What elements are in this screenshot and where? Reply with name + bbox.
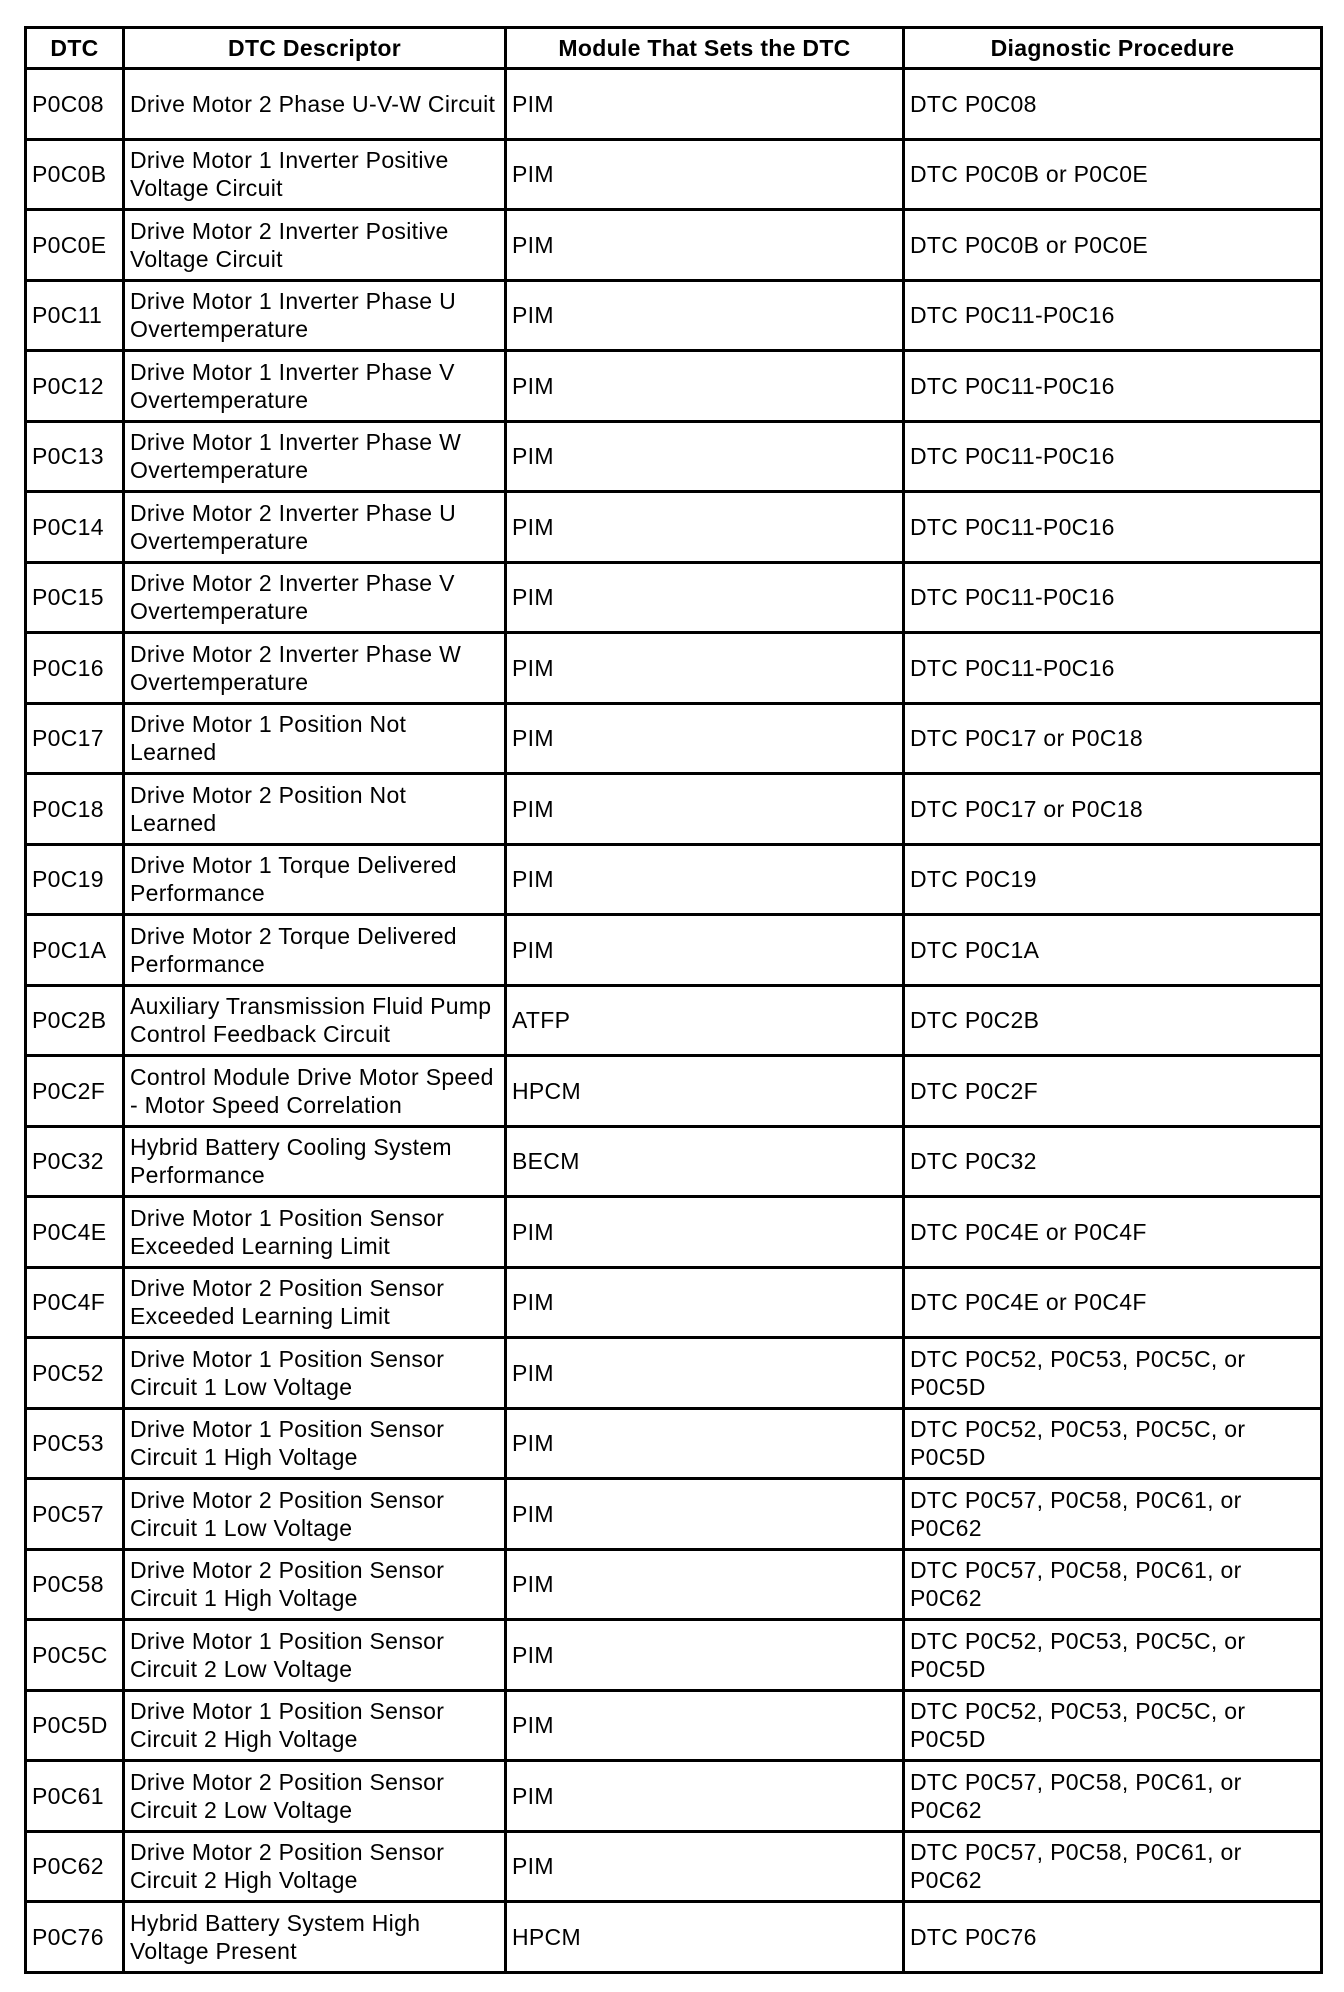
table-row — [26, 1338, 1322, 1409]
module-cell: PIM — [506, 69, 904, 140]
module-cell: PIM — [506, 280, 904, 351]
module-cell: PIM — [506, 844, 904, 915]
header-module: Module That Sets the DTC — [506, 28, 904, 69]
dtc-code-cell: P0C19 — [26, 844, 124, 915]
dtc-code-cell: P0C0B — [26, 139, 124, 210]
module-cell: PIM — [506, 1620, 904, 1691]
diagnostic-procedure-cell: DTC P0C17 or P0C18 — [904, 774, 1322, 845]
dtc-descriptor-cell: Drive Motor 2 Position Sensor Circuit 2 High Voltage — [124, 1831, 506, 1902]
module-cell: PIM — [506, 1549, 904, 1620]
module-cell: PIM — [506, 1690, 904, 1761]
table-row — [26, 1831, 1322, 1902]
diagnostic-procedure-cell: DTC P0C76 — [904, 1902, 1322, 1973]
dtc-code-cell: P0C58 — [26, 1549, 124, 1620]
module-cell: PIM — [506, 1408, 904, 1479]
diagnostic-procedure-cell: DTC P0C11-P0C16 — [904, 351, 1322, 422]
module-cell: PIM — [506, 633, 904, 704]
module-cell: PIM — [506, 1831, 904, 1902]
table-row — [26, 1197, 1322, 1268]
table-row — [26, 1479, 1322, 1550]
table-row — [26, 562, 1322, 633]
table-row — [26, 915, 1322, 986]
dtc-descriptor-cell: Drive Motor 2 Position Sensor Circuit 2 Low Voltage — [124, 1761, 506, 1832]
table-row — [26, 280, 1322, 351]
dtc-descriptor-cell: Drive Motor 1 Position Sensor Circuit 2 Low Voltage — [124, 1620, 506, 1691]
dtc-code-cell: P0C17 — [26, 703, 124, 774]
dtc-descriptor-cell: Hybrid Battery Cooling System Performance — [124, 1126, 506, 1197]
module-cell: PIM — [506, 774, 904, 845]
dtc-code-cell: P0C0E — [26, 210, 124, 281]
dtc-code-cell: P0C76 — [26, 1902, 124, 1973]
dtc-descriptor-cell: Hybrid Battery System High Voltage Present — [124, 1902, 506, 1973]
module-cell: PIM — [506, 915, 904, 986]
module-cell: PIM — [506, 1761, 904, 1832]
diagnostic-procedure-cell: DTC P0C11-P0C16 — [904, 492, 1322, 563]
diagnostic-procedure-cell: DTC P0C57, P0C58, P0C61, or P0C62 — [904, 1831, 1322, 1902]
dtc-descriptor-cell: Drive Motor 1 Inverter Phase W Overtemperature — [124, 421, 506, 492]
table-row — [26, 633, 1322, 704]
table-row — [26, 1408, 1322, 1479]
dtc-descriptor-cell: Drive Motor 1 Position Sensor Circuit 2 High Voltage — [124, 1690, 506, 1761]
diagnostic-procedure-cell: DTC P0C32 — [904, 1126, 1322, 1197]
module-cell: PIM — [506, 1479, 904, 1550]
module-cell: PIM — [506, 210, 904, 281]
table-row — [26, 703, 1322, 774]
document-page — [24, 26, 1323, 1974]
header-dtc: DTC — [26, 28, 124, 69]
dtc-code-cell: P0C2B — [26, 985, 124, 1056]
dtc-code-cell: P0C32 — [26, 1126, 124, 1197]
dtc-code-cell: P0C62 — [26, 1831, 124, 1902]
dtc-descriptor-cell: Drive Motor 1 Inverter Positive Voltage Circuit — [124, 139, 506, 210]
table-row — [26, 1267, 1322, 1338]
diagnostic-procedure-cell: DTC P0C2B — [904, 985, 1322, 1056]
diagnostic-procedure-cell: DTC P0C11-P0C16 — [904, 421, 1322, 492]
dtc-code-cell: P0C13 — [26, 421, 124, 492]
module-cell: HPCM — [506, 1902, 904, 1973]
module-cell: HPCM — [506, 1056, 904, 1127]
diagnostic-procedure-cell: DTC P0C0B or P0C0E — [904, 139, 1322, 210]
diagnostic-procedure-cell: DTC P0C57, P0C58, P0C61, or P0C62 — [904, 1549, 1322, 1620]
diagnostic-procedure-cell: DTC P0C52, P0C53, P0C5C, or P0C5D — [904, 1408, 1322, 1479]
module-cell: PIM — [506, 1338, 904, 1409]
table-row — [26, 844, 1322, 915]
module-cell: BECM — [506, 1126, 904, 1197]
table-row — [26, 139, 1322, 210]
dtc-code-cell: P0C14 — [26, 492, 124, 563]
diagnostic-procedure-cell: DTC P0C0B or P0C0E — [904, 210, 1322, 281]
dtc-descriptor-cell: Drive Motor 2 Position Not Learned — [124, 774, 506, 845]
header-descriptor: DTC Descriptor — [124, 28, 506, 69]
table-header-row — [26, 28, 1322, 69]
table-row — [26, 351, 1322, 422]
dtc-descriptor-cell: Drive Motor 1 Inverter Phase V Overtemperature — [124, 351, 506, 422]
diagnostic-procedure-cell: DTC P0C11-P0C16 — [904, 633, 1322, 704]
module-cell: PIM — [506, 703, 904, 774]
table-row — [26, 985, 1322, 1056]
dtc-descriptor-cell: Drive Motor 1 Position Sensor Circuit 1 High Voltage — [124, 1408, 506, 1479]
dtc-code-cell: P0C08 — [26, 69, 124, 140]
dtc-descriptor-cell: Drive Motor 2 Inverter Phase U Overtemperature — [124, 492, 506, 563]
diagnostic-procedure-cell: DTC P0C52, P0C53, P0C5C, or P0C5D — [904, 1620, 1322, 1691]
diagnostic-procedure-cell: DTC P0C57, P0C58, P0C61, or P0C62 — [904, 1761, 1322, 1832]
dtc-descriptor-cell: Drive Motor 1 Position Sensor Exceeded Learning Limit — [124, 1197, 506, 1268]
module-cell: PIM — [506, 351, 904, 422]
diagnostic-procedure-cell: DTC P0C2F — [904, 1056, 1322, 1127]
table-row — [26, 492, 1322, 563]
dtc-code-cell: P0C18 — [26, 774, 124, 845]
dtc-descriptor-cell: Control Module Drive Motor Speed - Motor Speed Correlation — [124, 1056, 506, 1127]
dtc-code-cell: P0C4E — [26, 1197, 124, 1268]
dtc-code-cell: P0C12 — [26, 351, 124, 422]
table-row — [26, 1056, 1322, 1127]
diagnostic-procedure-cell: DTC P0C4E or P0C4F — [904, 1197, 1322, 1268]
module-cell: PIM — [506, 562, 904, 633]
diagnostic-procedure-cell: DTC P0C08 — [904, 69, 1322, 140]
table-row — [26, 1690, 1322, 1761]
diagnostic-procedure-cell: DTC P0C19 — [904, 844, 1322, 915]
diagnostic-procedure-cell: DTC P0C17 or P0C18 — [904, 703, 1322, 774]
dtc-descriptor-cell: Drive Motor 1 Position Sensor Circuit 1 Low Voltage — [124, 1338, 506, 1409]
dtc-code-cell: P0C5C — [26, 1620, 124, 1691]
dtc-code-cell: P0C11 — [26, 280, 124, 351]
module-cell: PIM — [506, 492, 904, 563]
dtc-code-cell: P0C5D — [26, 1690, 124, 1761]
module-cell: PIM — [506, 1197, 904, 1268]
dtc-descriptor-cell: Auxiliary Transmission Fluid Pump Control Feedback Circuit — [124, 985, 506, 1056]
dtc-descriptor-cell: Drive Motor 2 Inverter Phase W Overtemperature — [124, 633, 506, 704]
dtc-code-cell: P0C52 — [26, 1338, 124, 1409]
table-body — [26, 69, 1322, 1973]
dtc-code-cell: P0C53 — [26, 1408, 124, 1479]
module-cell: PIM — [506, 139, 904, 210]
dtc-descriptor-cell: Drive Motor 1 Inverter Phase U Overtemperature — [124, 280, 506, 351]
diagnostic-procedure-cell: DTC P0C4E or P0C4F — [904, 1267, 1322, 1338]
dtc-descriptor-cell: Drive Motor 2 Position Sensor Exceeded Learning Limit — [124, 1267, 506, 1338]
table-row — [26, 1761, 1322, 1832]
diagnostic-procedure-cell: DTC P0C11-P0C16 — [904, 280, 1322, 351]
table-row — [26, 1902, 1322, 1973]
diagnostic-procedure-cell: DTC P0C52, P0C53, P0C5C, or P0C5D — [904, 1338, 1322, 1409]
table-row — [26, 69, 1322, 140]
dtc-descriptor-cell: Drive Motor 2 Torque Delivered Performance — [124, 915, 506, 986]
dtc-descriptor-cell: Drive Motor 2 Inverter Positive Voltage Circuit — [124, 210, 506, 281]
dtc-descriptor-cell: Drive Motor 2 Position Sensor Circuit 1 High Voltage — [124, 1549, 506, 1620]
diagnostic-procedure-cell: DTC P0C52, P0C53, P0C5C, or P0C5D — [904, 1690, 1322, 1761]
module-cell: PIM — [506, 421, 904, 492]
dtc-table — [24, 26, 1323, 1974]
dtc-code-cell: P0C2F — [26, 1056, 124, 1127]
table-row — [26, 1549, 1322, 1620]
diagnostic-procedure-cell: DTC P0C57, P0C58, P0C61, or P0C62 — [904, 1479, 1322, 1550]
dtc-code-cell: P0C1A — [26, 915, 124, 986]
table-row — [26, 774, 1322, 845]
dtc-descriptor-cell: Drive Motor 1 Torque Delivered Performance — [124, 844, 506, 915]
dtc-code-cell: P0C16 — [26, 633, 124, 704]
dtc-code-cell: P0C57 — [26, 1479, 124, 1550]
dtc-code-cell: P0C4F — [26, 1267, 124, 1338]
dtc-descriptor-cell: Drive Motor 2 Phase U-V-W Circuit — [124, 69, 506, 140]
table-row — [26, 421, 1322, 492]
module-cell: PIM — [506, 1267, 904, 1338]
table-row — [26, 210, 1322, 281]
dtc-descriptor-cell: Drive Motor 1 Position Not Learned — [124, 703, 506, 774]
dtc-code-cell: P0C61 — [26, 1761, 124, 1832]
header-procedure: Diagnostic Procedure — [904, 28, 1322, 69]
diagnostic-procedure-cell: DTC P0C1A — [904, 915, 1322, 986]
dtc-code-cell: P0C15 — [26, 562, 124, 633]
dtc-descriptor-cell: Drive Motor 2 Inverter Phase V Overtemperature — [124, 562, 506, 633]
table-row — [26, 1620, 1322, 1691]
module-cell: ATFP — [506, 985, 904, 1056]
table-row — [26, 1126, 1322, 1197]
diagnostic-procedure-cell: DTC P0C11-P0C16 — [904, 562, 1322, 633]
dtc-descriptor-cell: Drive Motor 2 Position Sensor Circuit 1 Low Voltage — [124, 1479, 506, 1550]
